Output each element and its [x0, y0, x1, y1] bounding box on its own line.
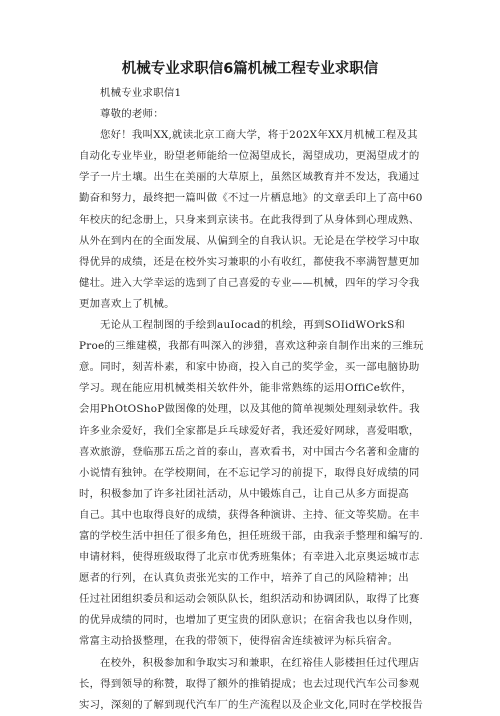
paragraph-line: 年校庆的纪念册上，只身来到京读书。在此我得到了从身体到心理成熟、 — [79, 213, 420, 226]
paragraph-line: 学子一片土壤。出生在美丽的大草原上，虽然区域教育并不发达，我通过 — [79, 171, 420, 184]
paragraph-line: 勤奋和努力，最终把一篇叫做《不过一片栖息地》的文章丢印上了高中60 — [79, 192, 423, 205]
paragraph-line: 自动化专业毕业，盼望老师能给一位渴望成长，渴望成功，更渴望成才的 — [79, 150, 420, 163]
paragraph — [79, 125, 424, 315]
paragraph-line: 自己。其中也取得良好的成绩，获得各种演讲、主持、征文等奖励。在丰 — [79, 508, 420, 521]
paragraph-line: 的优异成绩的同时，也增加了更宝贵的团队意识；在宿舍我也以身作则， — [79, 614, 420, 627]
paragraph — [79, 653, 424, 716]
paragraph-line: 意。同时，刻苦朴素，和家中协商，投入自己的奖学金，买一部电脑协助 — [79, 361, 420, 374]
paragraph-line: 小说情有独钟。在学校期间，在不忘记学习的前提下，取得良好成绩的同 — [79, 466, 420, 479]
paragraph-line: 喜欢旅游，登临那五岳之首的泰山，喜欢看书，对中国古今名著和金庸的 — [79, 445, 420, 458]
subheading: 机械专业求职信1 — [100, 87, 182, 99]
paragraph-line: Proe的三维建模，我都有叫深入的涉猎，喜欢这种亲自制作出来的三维玩 — [79, 340, 424, 353]
paragraph-line: 任过社团组织委员和运动会领队队长，组织活动和协调团队，取得了比赛 — [79, 593, 420, 606]
document-body — [79, 83, 424, 716]
document-title: 机械专业求职信6篇机械工程专业求职信 — [121, 61, 379, 77]
paragraph-line: 学习。现在能应用机械类相关软件外，能非常熟练的运用OffiCe软件， — [79, 382, 413, 395]
paragraph-line: 申请材料，使得班级取得了北京市优秀班集体；有幸进入北京奥运城市志 — [79, 551, 420, 564]
paragraph-line: 您好！我叫XX,就读北京工商大学，将于202X年XX月机械工程及其 — [100, 129, 418, 142]
paragraph-line: 得优异的成绩，还是在校外实习兼职的小有收红，都使我不率满智慧更加 — [79, 255, 420, 268]
paragraph-line: 在校外，积极参加和争取实习和兼职，在红裕佳人影楼担任过代理店 — [100, 656, 420, 669]
paragraph-line: 愿者的行列，在认真负责张光实的工作中，培养了自己的风险精神；出 — [79, 572, 409, 585]
paragraph-line: 长，得到领导的称赞，取得了额外的推销提成；也去过现代汽车公司参观 — [79, 677, 420, 690]
paragraph-line: 实习，深刻的了解到现代汽车厂的生产流程以及企业文化,同时在学校报告 — [79, 698, 424, 711]
salutation: 尊敬的老师： — [100, 108, 164, 121]
paragraph-line: 从外在到内在的全面发展、从偏到全的自我认识。无论是在学校学习中取 — [79, 234, 420, 247]
paragraph-line: 会用PhOtOShoP做图像的处理，以及其他的简单视频处理刻录软件。我 — [79, 403, 420, 416]
paragraph — [79, 315, 424, 653]
paragraph-line: 富的学校生活中担任了很多角色，担任班级干部，由我亲手整理和编写的. — [79, 529, 424, 542]
paragraph-line: 时，积极参加了许多社团社活动，从中锻炼自己，让自己从多方面提高 — [79, 487, 409, 500]
paragraph-line: 常富主动拾扱整理，在我的带领下，使得宿舍连续被评为标兵宿舍。 — [79, 635, 399, 648]
paragraph-line: 无论从工程制图的手绘到auIocad的机绘，再到SOIidWOrkS和 — [100, 319, 405, 332]
paragraph-line: 更加喜欢上了机械。 — [79, 297, 175, 310]
paragraph-line: 许多业余爱好，我们全家都是乒乓球爱好者，我还爱好网球，喜爱唱歌， — [79, 424, 420, 437]
paragraph-line: 健壮。进入大学幸运的选到了自己喜爱的专业——机械，四年的学习令我 — [79, 276, 420, 289]
